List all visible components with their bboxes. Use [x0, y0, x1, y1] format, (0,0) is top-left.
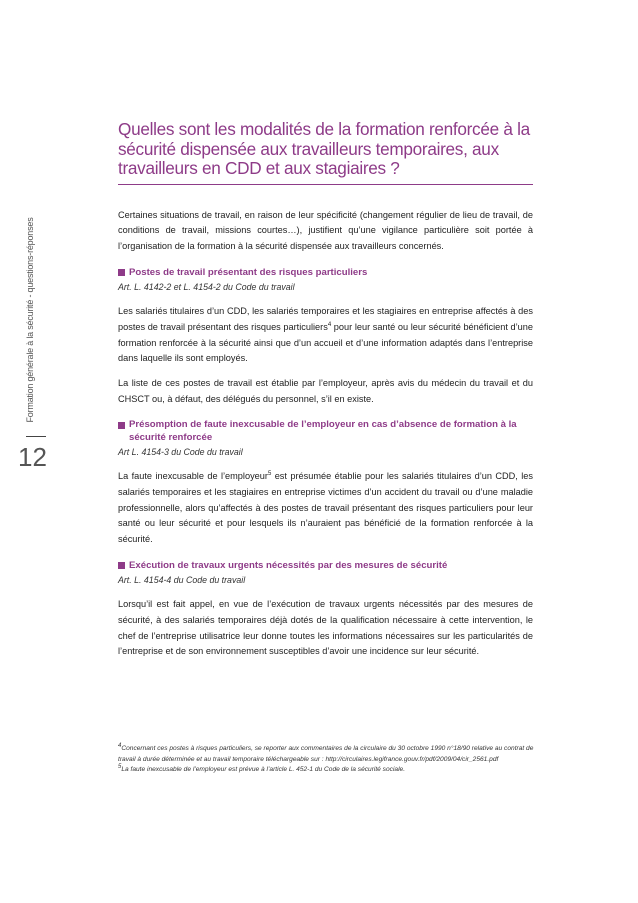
- legal-reference: Art. L. 4154-4 du Code du travail: [118, 575, 246, 586]
- legal-reference: Art. L. 4142-2 et L. 4154-2 du Code du travail: [118, 282, 295, 293]
- title-divider: [118, 184, 533, 185]
- sidebar: [0, 0, 60, 903]
- paragraph: La faute inexcusable de l’employeur$^5$ est présumée établie pour les salariés titulaires d’un CDD, les salariés temporaires et les stagiaires en entreprise victimes d’un accident du travail ou d’une maladie professionnelle, alors qu’affectés à des postes de travail présentant des risques particuliers pour leur santé ou leur sécurité et pour lesquels ils n’auraient pas bénéficié de la formation renforcée à la sécurité.: [118, 471, 533, 545]
- intro-paragraph: Certaines situations de travail, en raison de leur spécificité (changement régulier de lieu de travail, de conditions de travail, missions courtes…), justifient qu’une vigilance particulière soit portée à l’organisation de la formation à la sécurité dispensée aux travailleurs concernés.: [118, 209, 533, 251]
- bullet-square-icon: [118, 422, 125, 429]
- section-heading-risks: [118, 267, 533, 280]
- section-heading-fault: [118, 419, 533, 444]
- footnote-marker: 5: [267, 471, 272, 478]
- paragraph: La liste de ces postes de travail est établie par l’employeur, après avis du médecin du travail et du CHSCT ou, à défaut, des délégués du personnel, s’il en existe.: [118, 377, 533, 404]
- section-heading-text: Exécution de travaux urgents nécessités par des mesures de sécurité: [129, 559, 448, 571]
- section-heading-text: Postes de travail présentant des risques particuliers: [129, 266, 368, 278]
- bullet-square-icon: [118, 562, 125, 569]
- section-heading-text: Présomption de faute inexcusable de l’employeur en cas d’absence de formation à la sécurité renforcée: [129, 419, 517, 443]
- footnote: $^5$La faute inexcusable de l’employeur est prévue à l’article L. 452-1 du Code de la sécurité sociale.: [118, 763, 406, 773]
- footnotes: [118, 744, 538, 776]
- page-number: 12: [18, 442, 47, 472]
- main-content: [118, 120, 533, 669]
- running-title: Formation générale à la sécurité - questions-réponses: [25, 217, 35, 423]
- footnote: $^4$Concernant ces postes à risques particuliers, se reporter aux commentaires de la circulaire du 30 octobre 1990 n°18/90 relative au contrat de travail à durée déterminée et au travail temporaire téléchargeable sur : http://circulaires.legifrance.gouv.fr/pdf/2009/04/cir_2561.pdf: [118, 742, 534, 763]
- sidebar-divider: [26, 436, 46, 437]
- paragraph: Les salariés titulaires d’un CDD, les salariés temporaires et les stagiaires en entreprise affectés à des postes de travail présentant des risques particuliers$^4$ pour leur santé ou leur sécurité bénéficient d’une formation renforcée à la sécurité ainsi que d’un accueil et d’une information adaptés dans l’entreprise dans laquelle ils sont employés.: [118, 306, 533, 364]
- section-heading-urgent-works: [118, 560, 533, 573]
- legal-reference: Art L. 4154-3 du Code du travail: [118, 447, 243, 458]
- footnote-marker: 4: [327, 321, 332, 328]
- paragraph: Lorsqu’il est fait appel, en vue de l’exécution de travaux urgents nécessités par des mesures de sécurité, à des salariés temporaires déjà dotés de la qualification nécessaire à cette intervention, le chef de l’entreprise utilisatrice leur donne toutes les informations nécessaires sur les particularités de l’entreprise et de son environnement susceptibles d’avoir une incidence sur leur sécurité.: [118, 599, 533, 657]
- page-title: Quelles sont les modalités de la formation renforcée à la sécurité dispensée aux travailleurs temporaires, aux travailleurs en CDD et aux stagiaires ?: [118, 119, 530, 178]
- bullet-square-icon: [118, 269, 125, 276]
